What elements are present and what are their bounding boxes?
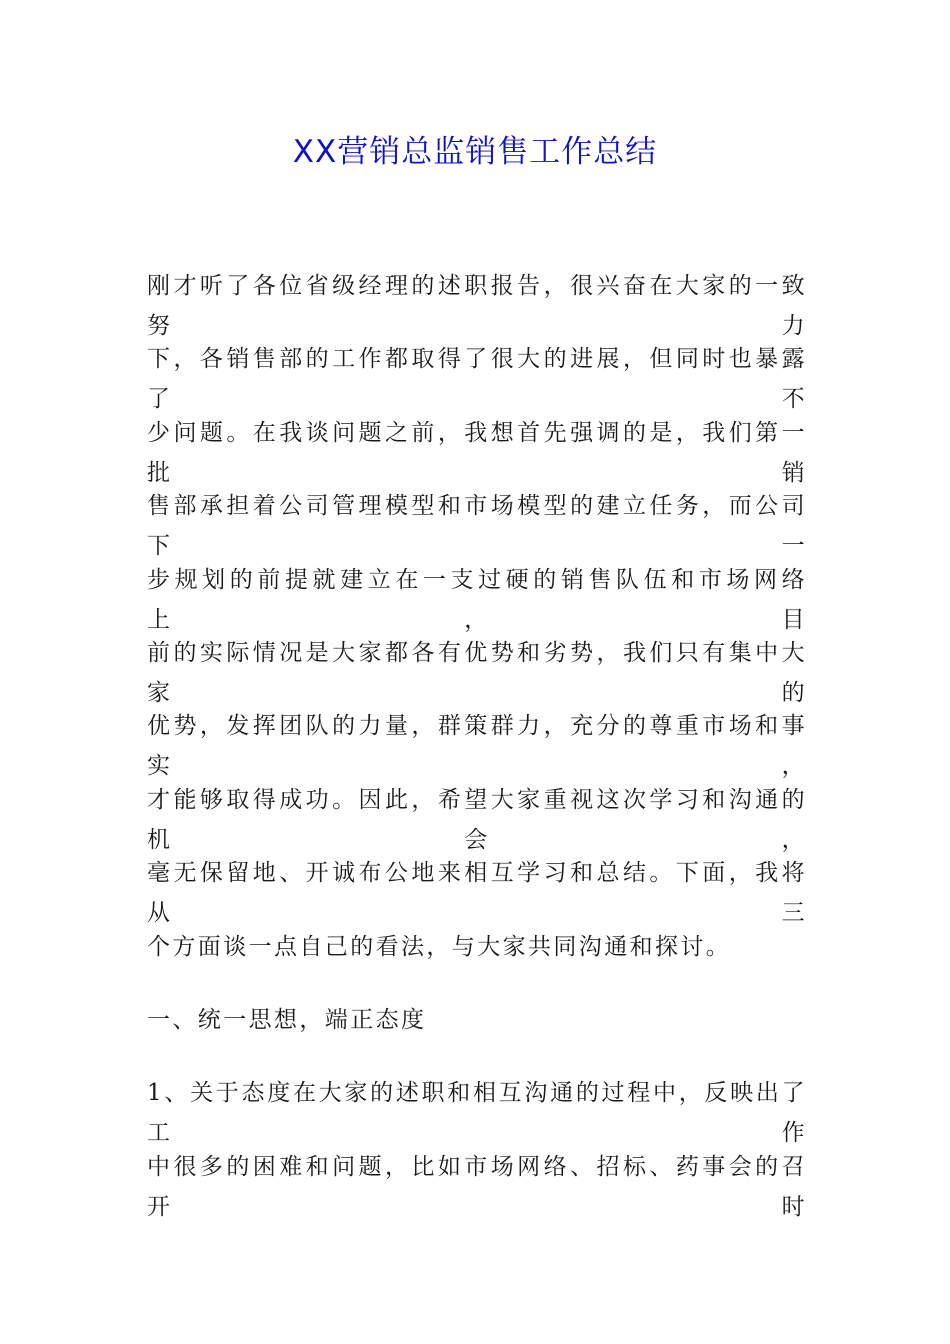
paragraph-line-10: 个方面谈一点自己的看法，与大家共同沟通和探讨。	[147, 933, 732, 960]
paragraph-line-3: 少问题。在我谈问题之前，我想首先强调的是，我们第一批销	[147, 419, 807, 486]
paragraph-line-5: 步规划的前提就建立在一支过硬的销售队伍和市场网络上，目	[147, 566, 807, 633]
section-heading: 一、统一思想，端正态度	[147, 1006, 427, 1033]
document-title: XX营销总监销售工作总结	[292, 134, 658, 170]
paragraph-line-9: 毫无保留地、开诚布公地来相互学习和总结。下面，我将从三	[147, 860, 807, 927]
paragraph-line-4: 售部承担着公司管理模型和市场模型的建立任务，而公司下一	[147, 493, 807, 560]
paragraph-line-13: 中很多的困难和问题，比如市场网络、招标、药事会的召开时	[147, 1153, 807, 1220]
paragraph-line-2: 下，各销售部的工作都取得了很大的进展，但同时也暴露了不	[147, 346, 807, 413]
paragraph-line-12: 1、关于态度在大家的述职和相互沟通的过程中，反映出了工作	[147, 1080, 807, 1147]
paragraph-line-1: 刚才听了各位省级经理的述职报告，很兴奋在大家的一致努力	[147, 273, 807, 339]
paragraph-line-7: 优势，发挥团队的力量，群策群力，充分的尊重市场和事实，	[147, 713, 807, 780]
paragraph-line-6: 前的实际情况是大家都各有优势和劣势，我们只有集中大家的	[147, 639, 807, 706]
document-body	[147, 266, 807, 1220]
paragraph-line-8: 才能够取得成功。因此，希望大家重视这次学习和沟通的机会，	[147, 786, 807, 853]
